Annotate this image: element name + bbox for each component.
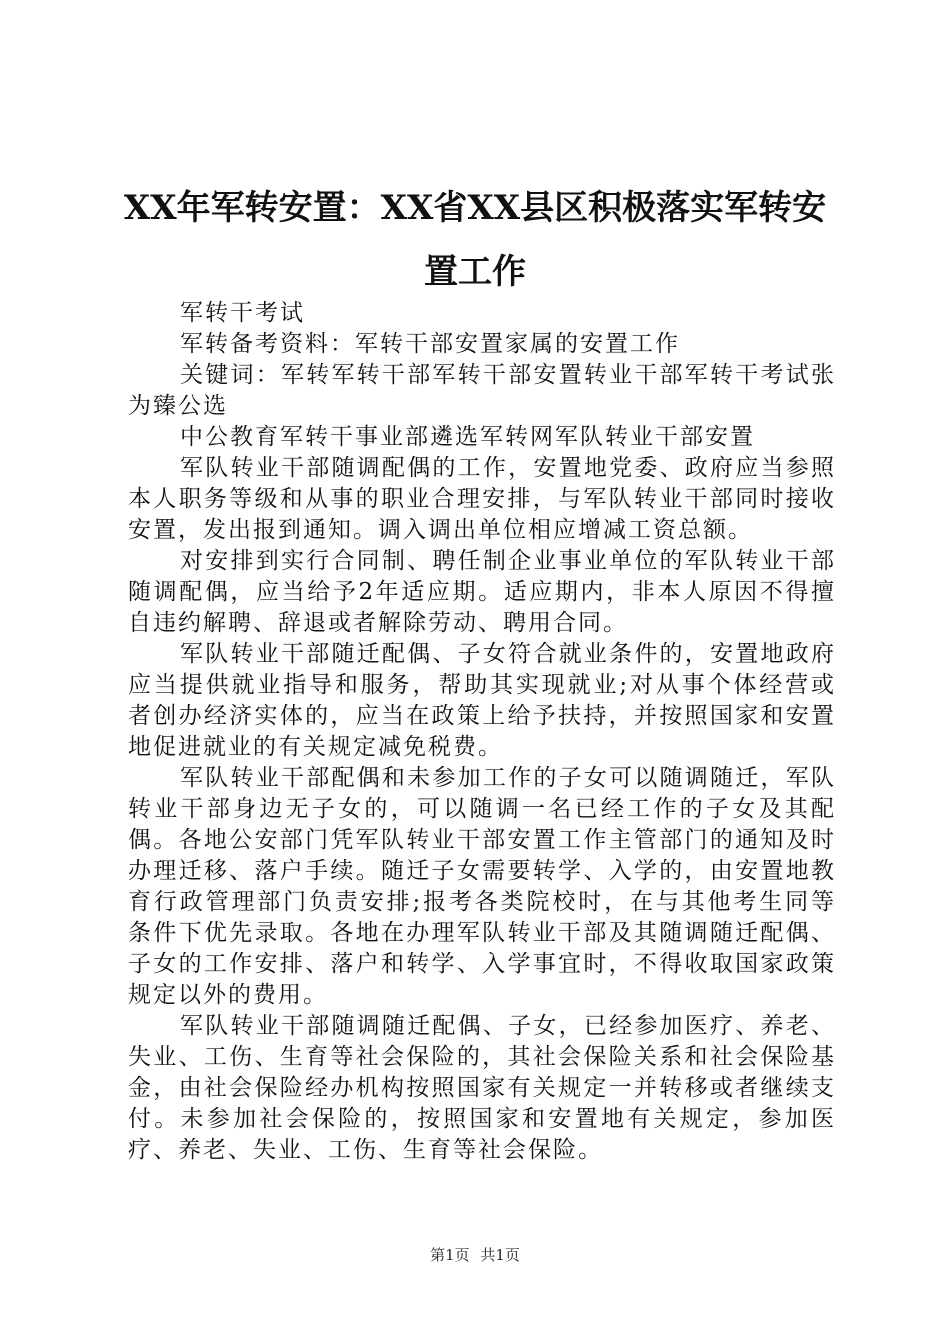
paragraph-spouse-work: 军队转业干部随调配偶的工作，安置地党委、政府应当参照本人职务等级和从事的职业合理安排，与军队转业干部同时接收安置，发出报到通知。调入调出单位相应增减工资总额。	[128, 455, 836, 543]
paragraph-exam: 军转干考试	[180, 300, 305, 326]
paragraph-social-insurance: 军队转业干部随调随迁配偶、子女，已经参加医疗、养老、失业、工伤、生育等社会保险的，其社会保险关系和社会保险基金，由社会保险经办机构按照国家有关规定一并转移或者继续支付。未参加社会保险的，按照国家和安置地有关规定，参加医疗、养老、失业、工伤、生育等社会保险。	[128, 1013, 836, 1163]
page-total: 共1页	[480, 1246, 520, 1264]
document-title: XX年军转安置：XX省XX县区积极落实军转安置工作	[123, 188, 827, 292]
paragraph-keywords: 关键词：军转军转干部军转干部安置转业干部军转干考试张为臻公选	[128, 362, 836, 419]
page-number: 第1页	[430, 1246, 470, 1264]
paragraph-materials: 军转备考资料：军转干部安置家属的安置工作	[180, 331, 680, 357]
paragraph-tags: 中公教育军转干事业部遴选军转网军队转业干部安置	[180, 424, 755, 450]
paragraph-relocation: 军队转业干部配偶和未参加工作的子女可以随调随迁，军队转业干部身边无子女的，可以随调一名已经工作的子女及其配偶。各地公安部门凭军队转业干部安置工作主管部门的通知及时办理迁移、落户手续。随迁子女需要转学、入学的，由安置地教育行政管理部门负责安排;报考各类院校时，在与其他考生同等条件下优先录取。各地在办理军队转业干部及其随调随迁配偶、子女的工作安排、落户和转学、入学事宜时，不得收取国家政策规定以外的费用。	[128, 765, 836, 1008]
page-footer	[0, 1244, 950, 1265]
document-body	[128, 298, 836, 1166]
paragraph-employment: 军队转业干部随迁配偶、子女符合就业条件的，安置地政府应当提供就业指导和服务，帮助其实现就业;对从事个体经营或者创办经济实体的，应当在政策上给予扶持，并按照国家和安置地促进就业的有关规定减免税费。	[128, 641, 836, 760]
paragraph-adaptation-period: 对安排到实行合同制、聘任制企业事业单位的军队转业干部随调配偶，应当给予2年适应期。适应期内，非本人原因不得擅自违约解聘、辞退或者解除劳动、聘用合同。	[128, 548, 836, 636]
